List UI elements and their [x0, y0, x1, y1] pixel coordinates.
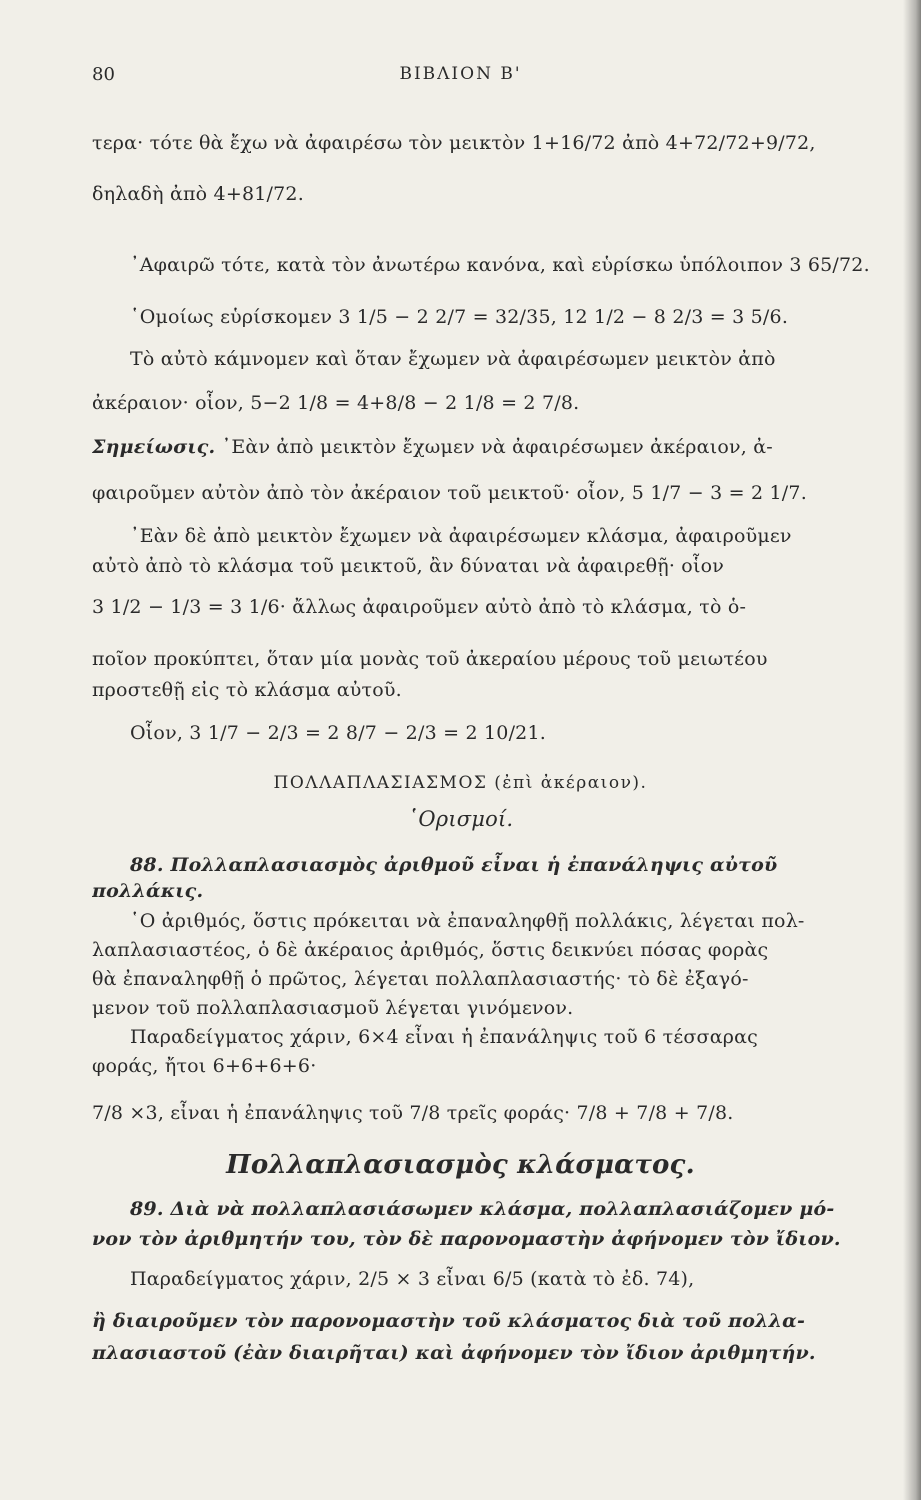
text-line: φοράς, ἤτοι 6+6+6+6· — [92, 1055, 317, 1077]
subsection-heading: ῾Ορισμοί. — [407, 807, 514, 831]
text-line: μενον τοῦ πολλαπλασιασμοῦ λέγεται γινόμενον. — [92, 997, 574, 1019]
text-line: 3 1/2 − 1/3 = 3 1/6· ἄλλως ἀφαιροῦμεν αὐτὸ ἀπὸ τὸ κλάσμα, τὸ ὁ- — [92, 596, 747, 618]
text-line: αὐτὸ ἀπὸ τὸ κλάσμα τοῦ μεικτοῦ, ἂν δύναται νὰ ἀφαιρεθῇ· οἷον — [92, 555, 724, 577]
text-line: ᾿Εὰν δὲ ἀπὸ μεικτὸν ἔχωμεν νὰ ἀφαιρέσωμεν κλάσμα, ἀφαιροῦμεν — [130, 525, 792, 547]
page-edge-shadow — [903, 0, 921, 1500]
text-line: τερα· τότε θὰ ἔχω νὰ ἀφαιρέσω τὸν μεικτὸν 1+16/72 ἀπὸ 4+72/72+9/72, — [92, 132, 816, 154]
paragraph-88-heading: 88. Πολλαπλασιασμὸς ἀριθμοῦ εἶναι ἡ ἐπανάληψις αὐτοῦ — [130, 854, 778, 876]
paragraph-89-heading: 89. Διὰ νὰ πολλαπλασιάσωμεν κλάσμα, πολλαπλασιάζομεν μό- — [130, 1198, 835, 1220]
text-line: πολλάκις. — [92, 880, 204, 902]
text-line: λαπλασιαστέος, ὁ δὲ ἀκέραιος ἀριθμός, ὅστις δεικνύει πόσας φορὰς — [92, 939, 769, 961]
text-line: ῾Ομοίως εὑρίσκομεν 3 1/5 − 2 2/7 = 32/35, 12 1/2 − 8 2/3 = 3 5/6. — [130, 306, 789, 328]
text-line: φαιροῦμεν αὐτὸν ἀπὸ τὸν ἀκέραιον τοῦ μεικτοῦ· οἷον, 5 1/7 − 3 = 2 1/7. — [92, 482, 807, 504]
text-line: προστεθῇ εἰς τὸ κλάσμα αὐτοῦ. — [92, 679, 402, 701]
text-line: ἢ διαιροῦμεν τὸν παρονομαστὴν τοῦ κλάσματος διὰ τοῦ πολλα- — [92, 1310, 806, 1332]
page-number: 80 — [92, 64, 115, 85]
text-line — [92, 434, 904, 460]
text-line: Τὸ αὐτὸ κάμνομεν καὶ ὅταν ἔχωμεν νὰ ἀφαιρέσωμεν μεικτὸν ἀπὸ — [130, 348, 776, 370]
text-line: Παραδείγματος χάριν, 2/5 × 3 εἶναι 6/5 (κατὰ τὸ ἐδ. 74), — [130, 1268, 695, 1290]
text-line: Παραδείγματος χάριν, 6×4 εἶναι ἡ ἐπανάληψις τοῦ 6 τέσσαρας — [130, 1026, 758, 1048]
running-title: ΒΙΒΛΙΟΝ Β' — [399, 64, 522, 84]
text-line: ῾Ο ἀριθμός, ὅστις πρόκειται νὰ ἐπαναληφθῇ πολλάκις, λέγεται πολ- — [130, 910, 805, 932]
text-line: νον τὸν ἀριθμητήν του, τὸν δὲ παρονομαστὴν ἀφήνομεν τὸν ἴδιον. — [92, 1228, 841, 1250]
note-text: ᾿Εὰν ἀπὸ μεικτὸν ἔχωμεν νὰ ἀφαιρέσωμεν ἀκέραιον, ἀ- — [221, 436, 773, 458]
section-heading-fraction-multiplication: Πολλαπλασιασμὸς κλάσματος. — [226, 1150, 695, 1180]
text-line: ποῖον προκύπτει, ὅταν μία μονὰς τοῦ ἀκεραίου μέρους τοῦ μειωτέου — [92, 648, 768, 670]
text-line: Οἷον, 3 1/7 − 2/3 = 2 8/7 − 2/3 = 2 10/21. — [130, 722, 546, 744]
text-line: θὰ ἐπαναληφθῇ ὁ πρῶτος, λέγεται πολλαπλασιαστής· τὸ δὲ ἐξαγό- — [92, 968, 749, 990]
text-line: ᾿Αφαιρῶ τότε, κατὰ τὸν ἀνωτέρω κανόνα, καὶ εὑρίσκω ὑπόλοιπον 3 65/72. — [130, 254, 870, 276]
text-line: 7/8 ×3, εἶναι ἡ ἐπανάληψις τοῦ 7/8 τρεῖς φοράς· 7/8 + 7/8 + 7/8. — [92, 1102, 734, 1124]
text-line: πλασιαστοῦ (ἐὰν διαιρῆται) καὶ ἀφήνομεν τὸν ἴδιον ἀριθμητήν. — [92, 1342, 816, 1364]
text-line: ἀκέραιον· οἷον, 5−2 1/8 = 4+8/8 − 2 1/8 = 2 7/8. — [92, 392, 580, 414]
section-heading: ΠΟΛΛΑΠΛΑΣΙΑΣΜΟΣ (ἐπὶ ἀκέραιον). — [273, 773, 648, 793]
note-label: Σημείωσις. — [92, 436, 216, 458]
text-line: δηλαδὴ ἀπὸ 4+81/72. — [92, 183, 304, 205]
